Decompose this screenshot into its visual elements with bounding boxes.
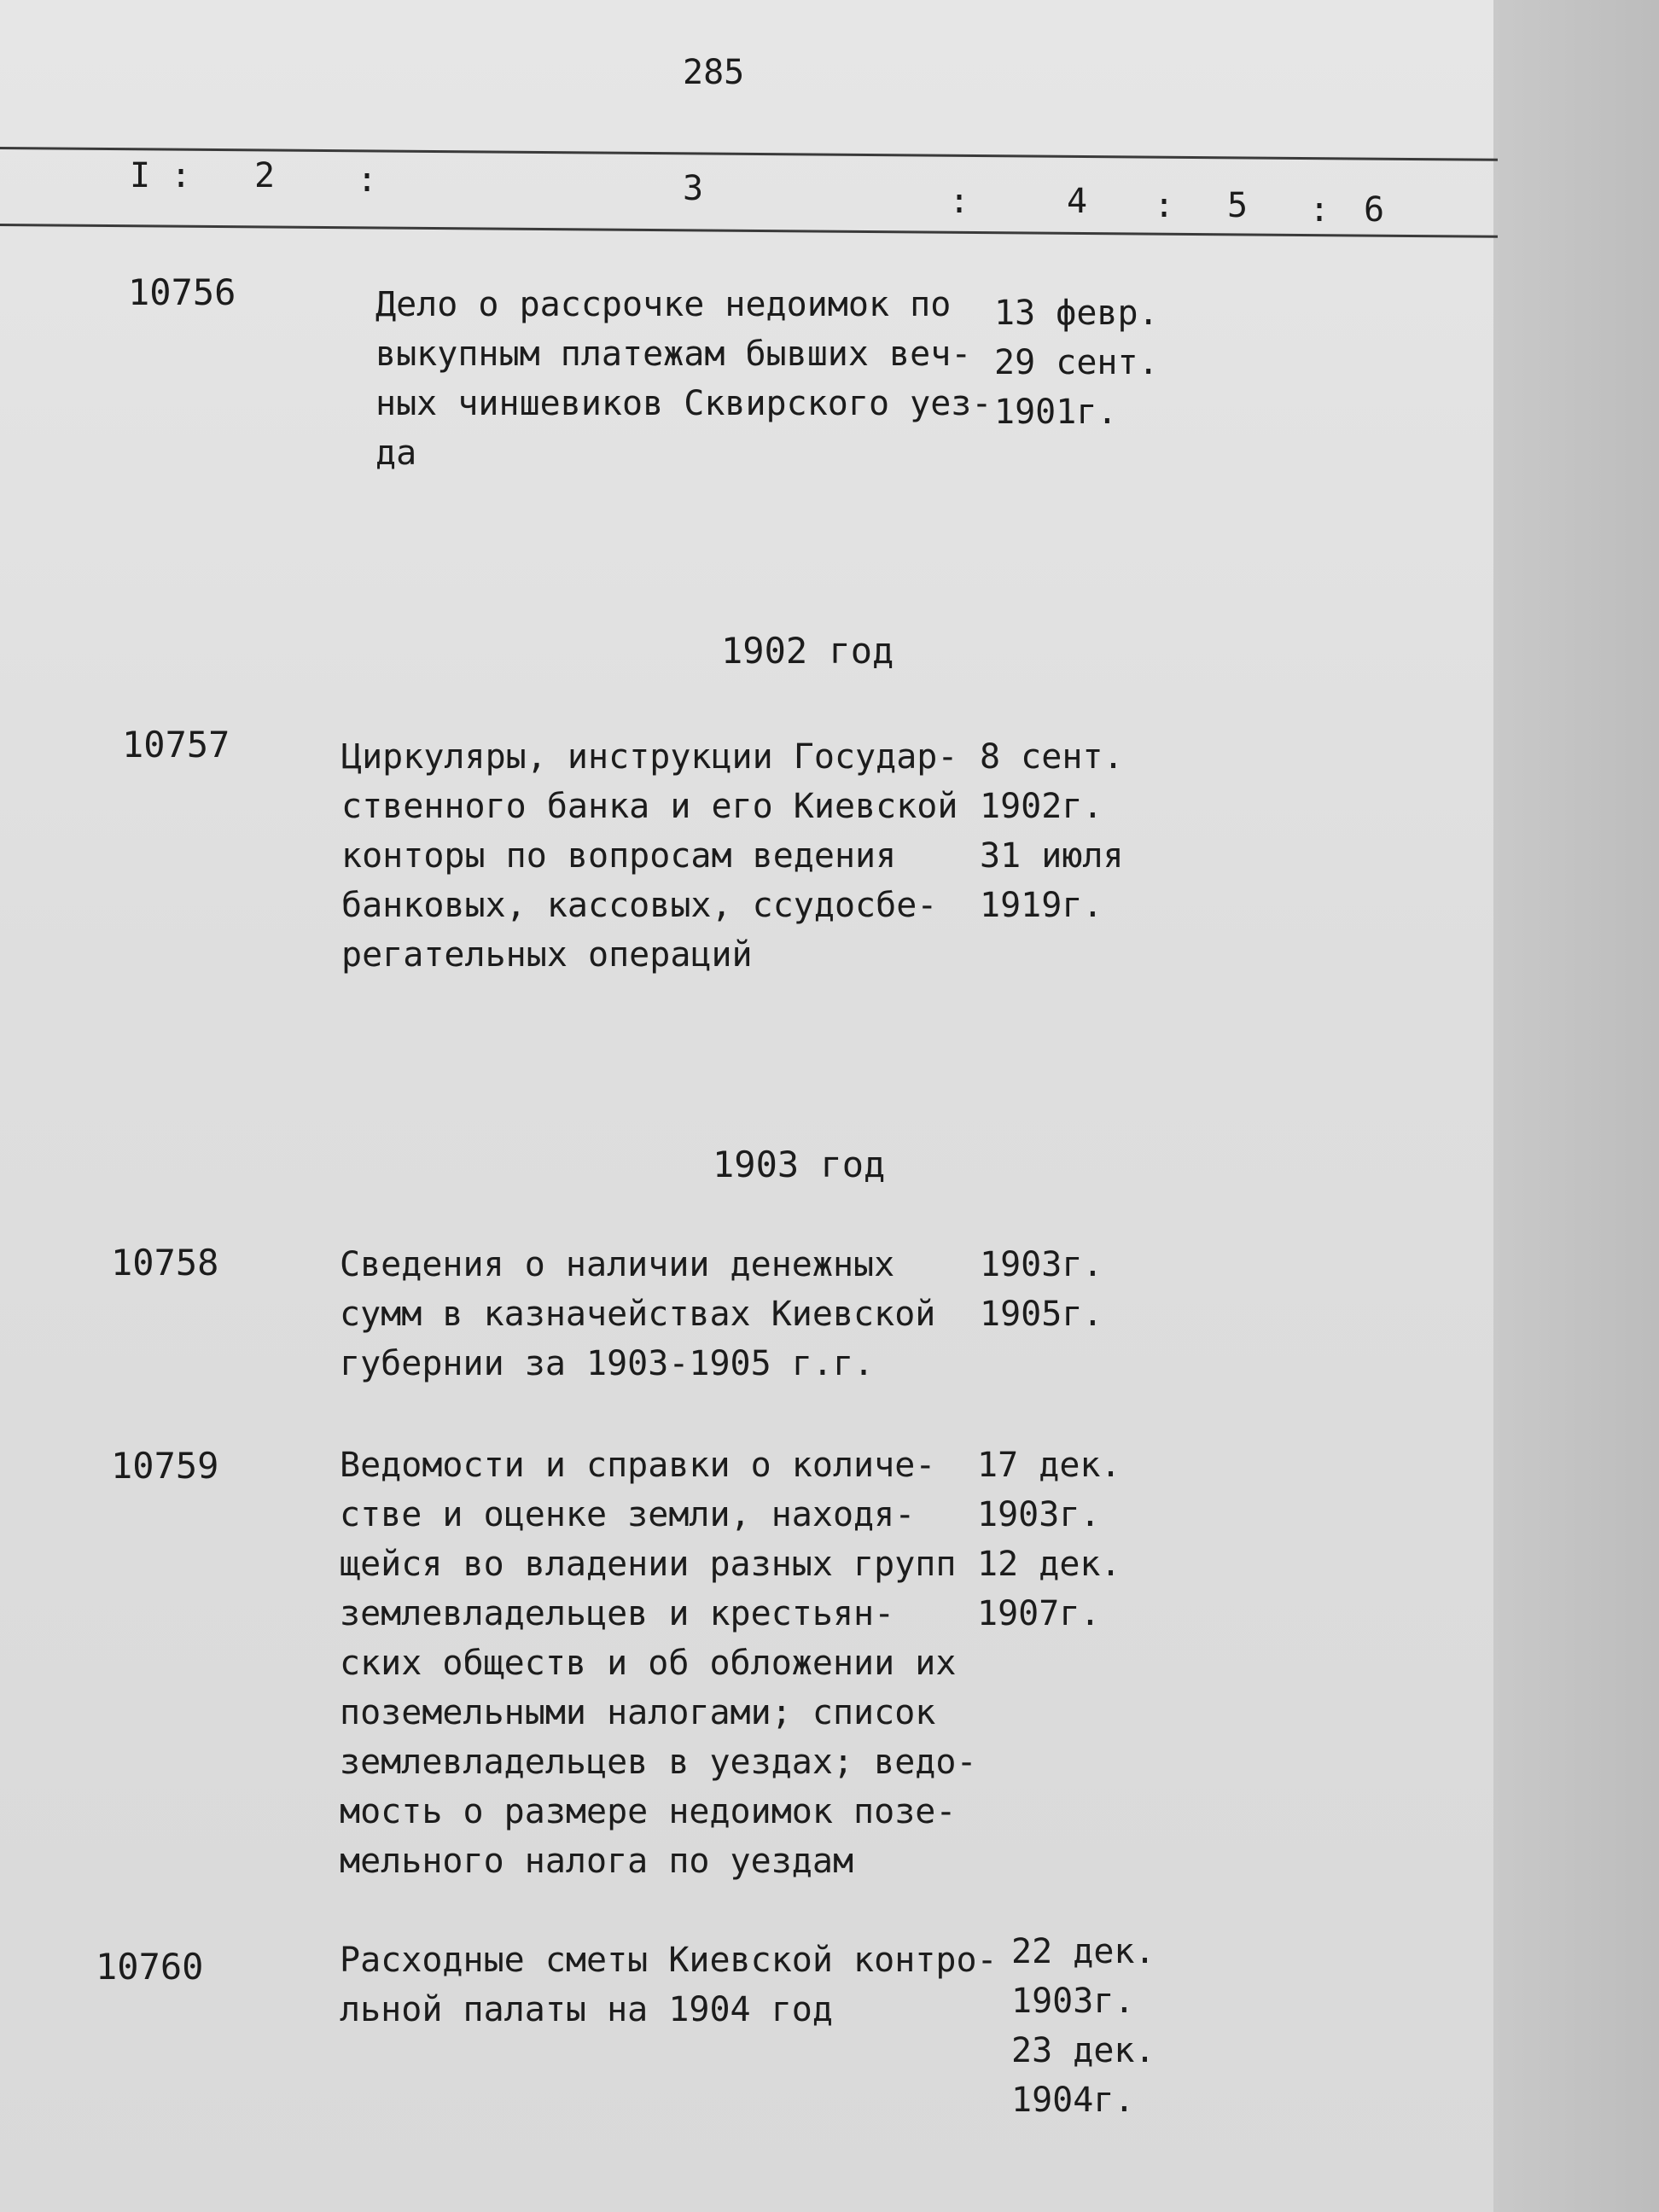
- date-line: 22 дек.: [1011, 1932, 1155, 1971]
- entry-id: 10758: [111, 1242, 219, 1284]
- date-line: 1901г.: [994, 393, 1118, 432]
- date-line: 1905г.: [980, 1295, 1103, 1334]
- entry-id: 10756: [128, 271, 236, 313]
- column-separator: :: [1309, 190, 1330, 230]
- entry-description: [340, 1240, 935, 1388]
- entry-dates: [1011, 1927, 1155, 2125]
- date-line: 1907г.: [977, 1594, 1101, 1633]
- date-line: 23 дек.: [1011, 2031, 1155, 2070]
- description-line: ских обществ и об обложении их: [340, 1644, 957, 1683]
- column-header-2: 2: [254, 156, 276, 195]
- column-separator: :: [357, 160, 378, 200]
- description-line: регательных операций: [341, 935, 753, 975]
- description-line: льной палаты на 1904 год: [340, 1990, 833, 2029]
- entry-description: [375, 280, 992, 478]
- description-line: губернии за 1903-1905 г.г.: [340, 1344, 875, 1383]
- description-line: землевладельцев в уездах; ведо-: [340, 1743, 977, 1782]
- year-heading: 1903 год: [713, 1144, 886, 1185]
- date-line: 17 дек.: [977, 1446, 1121, 1485]
- description-line: щейся во владении разных групп: [340, 1545, 957, 1584]
- description-line: Дело о рассрочке недоимок по: [375, 285, 952, 324]
- entry-dates: [977, 1441, 1121, 1639]
- date-line: 29 сент.: [994, 343, 1159, 382]
- entry-id: 10760: [96, 1946, 204, 1988]
- date-line: 1903г.: [977, 1495, 1101, 1534]
- date-line: 12 дек.: [977, 1545, 1121, 1584]
- description-line: ных чиншевиков Сквирского уез-: [375, 384, 992, 423]
- description-line: стве и оценке земли, находя-: [340, 1495, 916, 1534]
- year-heading: 1902 год: [721, 630, 894, 672]
- description-line: поземельными налогами; список: [340, 1693, 936, 1732]
- description-line: землевладельцев и крестьян-: [340, 1594, 895, 1633]
- description-line: мельного налога по уездам: [340, 1842, 854, 1881]
- entry-dates: [980, 732, 1124, 930]
- description-line: Ведомости и справки о количе-: [340, 1446, 936, 1485]
- column-separator: :: [171, 156, 192, 195]
- description-line: Расходные сметы Киевской контро-: [340, 1941, 998, 1980]
- entry-description: [341, 732, 958, 980]
- entry-description: [340, 1441, 977, 1886]
- column-header-4: 4: [1067, 182, 1088, 221]
- description-line: банковых, кассовых, ссудосбе-: [341, 886, 938, 925]
- description-line: Циркуляры, инструкции Государ-: [341, 737, 958, 777]
- column-header-1: I: [130, 156, 151, 195]
- date-line: 31 июля: [980, 836, 1124, 876]
- description-line: конторы по вопросам ведения: [341, 836, 897, 876]
- date-line: 1903г.: [1011, 1982, 1135, 2021]
- entry-id: 10759: [111, 1445, 219, 1487]
- description-line: ственного банка и его Киевской: [341, 787, 958, 826]
- description-line: да: [375, 434, 417, 473]
- entry-id: 10757: [122, 724, 230, 765]
- entry-dates: [994, 288, 1159, 437]
- description-line: мость о размере недоимок позе-: [340, 1792, 957, 1831]
- column-separator: :: [1154, 186, 1175, 225]
- description-line: Сведения о наличии денежных: [340, 1245, 895, 1284]
- column-header-5: 5: [1227, 186, 1249, 225]
- column-header-6: 6: [1364, 190, 1385, 230]
- description-line: выкупным платежам бывших веч-: [375, 335, 972, 374]
- entry-dates: [980, 1240, 1103, 1339]
- date-line: 13 февр.: [994, 294, 1159, 333]
- date-line: 1902г.: [980, 787, 1103, 826]
- page-number: 285: [683, 53, 745, 92]
- date-line: 1919г.: [980, 886, 1103, 925]
- date-line: 8 сент.: [980, 737, 1124, 777]
- date-line: 1903г.: [980, 1245, 1103, 1284]
- date-line: 1904г.: [1011, 2081, 1135, 2120]
- description-line: сумм в казначействах Киевской: [340, 1295, 936, 1334]
- entry-description: [340, 1936, 998, 2034]
- page-edge: [1493, 0, 1659, 2212]
- column-header-3: 3: [683, 169, 704, 208]
- column-separator: :: [949, 182, 970, 221]
